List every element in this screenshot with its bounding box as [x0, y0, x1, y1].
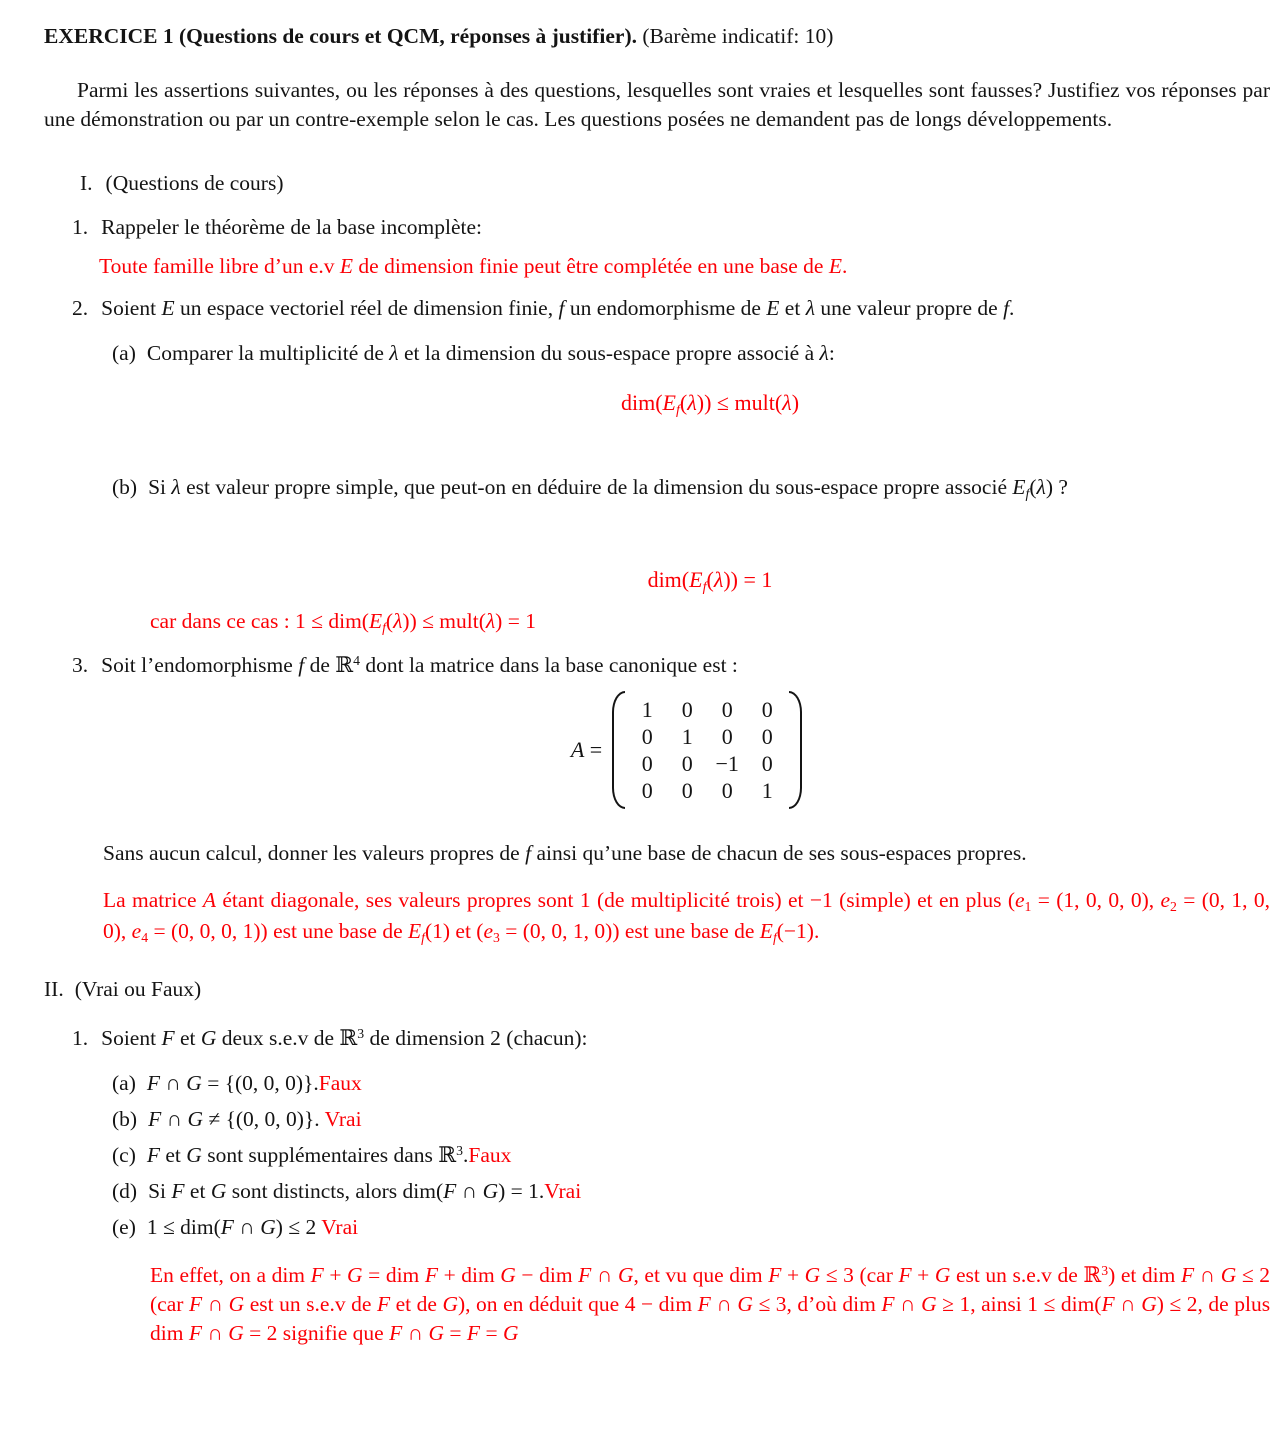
- question-2a: [112, 339, 1270, 367]
- tf-item-a-label: (a): [112, 1071, 136, 1095]
- question-2b: [112, 473, 1270, 501]
- matrix-cell: 0: [641, 751, 653, 776]
- answer-1: Toute famille libre d’un e.v E de dimension finie peut être complétée en une base de E.: [99, 254, 848, 278]
- matrix-cell: 1: [681, 724, 693, 749]
- tf-item-a-text: F ∩ G = {(0, 0, 0)}.Faux: [146, 1071, 362, 1095]
- question-II-1: [72, 1024, 1270, 1052]
- exercise-title: EXERCICE 1 (Questions de cours et QCM, réponses à justifier). (Barème indicatif: 10): [44, 24, 834, 48]
- matrix-lhs: A =: [570, 737, 603, 762]
- question-2a-text: Comparer la multiplicité de λ et la dimension du sous-espace propre associé à λ:: [146, 341, 835, 365]
- question-2a-label: (a): [112, 341, 136, 365]
- question-2: [72, 294, 1270, 322]
- section-2-label: II.: [44, 977, 64, 1001]
- answer-2b-reason: car dans ce cas : 1 ≤ dim(Ef(λ)) ≤ mult(λ) = 1: [150, 609, 536, 636]
- question-3-label: 3.: [72, 653, 89, 677]
- matrix-cell: 0: [721, 697, 733, 722]
- intro-paragraph: Parmi les assertions suivantes, ou les réponses à des questions, lesquelles sont vraies et lesquelles sont fausses? Justifiez vos réponses par une démonstration ou par un contre-exemple selon le cas. Les questions posées ne demandent pas de longs développements.: [44, 78, 1270, 131]
- matrix-cell: 0: [761, 724, 773, 749]
- matrix-cell: 0: [681, 751, 693, 776]
- matrix-grid: [625, 691, 789, 809]
- matrix-equation: [103, 691, 1270, 809]
- question-3-text: Soit l’endomorphisme f de ℝ$^4$ dont la matrice dans la base canonique est :: [101, 653, 738, 677]
- answer-3: La matrice A étant diagonale, ses valeurs propres sont 1 (de multiplicité trois) et −1 (simple) et en plus (e1 = (1, 0, 0, 0), e2 = (0, 1, 0, 0), e4 = (0, 0, 0, 1)) est une base de Ef(1) et (e3 = (0, 0, 1, 0)) est une base de Ef(−1).: [103, 888, 1270, 946]
- tf-item-d: [112, 1180, 1270, 1203]
- matrix-cell: 0: [721, 778, 733, 803]
- question-2b-label: (b): [112, 475, 138, 499]
- tf-item-a: [112, 1072, 1270, 1095]
- question-3: [72, 651, 1270, 679]
- matrix-cell: −1: [715, 751, 739, 776]
- tf-item-b-label: (b): [112, 1107, 138, 1131]
- answer-2a-formula: dim(Ef(λ)) ≤ mult(λ): [620, 390, 800, 419]
- matrix-cell: 0: [761, 697, 773, 722]
- tf-item-c-label: (c): [112, 1143, 136, 1167]
- question-2-label: 2.: [72, 296, 89, 320]
- tf-item-b-text: F ∩ G ≠ {(0, 0, 0)}. Vrai: [148, 1107, 362, 1131]
- answer-2b-formula: dim(Ef(λ)) = 1: [647, 567, 773, 596]
- question-1-label: 1.: [72, 215, 89, 239]
- tf-item-c: [112, 1144, 1270, 1167]
- tf-item-c-text: F et G sont supplémentaires dans ℝ$^3$.Faux: [146, 1143, 512, 1167]
- section-1-title: (Questions de cours): [105, 171, 284, 195]
- tf-item-e-label: (e): [112, 1215, 136, 1239]
- matrix-cell: 1: [641, 697, 653, 722]
- tf-item-d-label: (d): [112, 1179, 138, 1203]
- section-1-heading: [80, 169, 1270, 197]
- matrix-cell: 0: [721, 724, 733, 749]
- question-2b-text: Si λ est valeur propre simple, que peut-on en déduire de la dimension du sous-espace propre associé Ef(λ) ?: [148, 475, 1068, 502]
- tf-item-d-text: Si F et G sont distincts, alors dim(F ∩ G) = 1.Vrai: [148, 1179, 582, 1203]
- question-1-text: Rappeler le théorème de la base incomplète:: [101, 215, 482, 239]
- question-3-followup: Sans aucun calcul, donner les valeurs propres de f ainsi qu’une base de chacun de ses sous-espaces propres.: [103, 841, 1027, 865]
- matrix-cell: 1: [761, 778, 773, 803]
- true-false-list: [112, 1072, 1270, 1239]
- matrix-cell: 0: [761, 751, 773, 776]
- question-1: [72, 213, 1270, 241]
- question-2-text: Soient E un espace vectoriel réel de dimension finie, f un endomorphisme de E et λ une valeur propre de f.: [101, 296, 1015, 320]
- tf-explanation: En effet, on a dim F + G = dim F + dim G − dim F ∩ G, et vu que dim F + G ≤ 3 (car F + G est un s.e.v de ℝ$^3$) et dim F ∩ G ≤ 2 (car F ∩ G est un s.e.v de F et de G), on en déduit que 4 − dim F ∩ G ≤ 3, d’où dim F ∩ G ≥ 1, ainsi 1 ≤ dim(F ∩ G) ≤ 2, de plus dim F ∩ G = 2 signifie que F ∩ G = F = G: [150, 1263, 1271, 1345]
- matrix-right-paren: [789, 691, 802, 809]
- matrix-cell: 0: [681, 697, 693, 722]
- tf-item-e-text: 1 ≤ dim(F ∩ G) ≤ 2 Vrai: [146, 1215, 359, 1239]
- matrix-cell: 0: [641, 724, 653, 749]
- section-2-title: (Vrai ou Faux): [74, 977, 202, 1001]
- matrix-cell: 0: [681, 778, 693, 803]
- question-II-1-label: 1.: [72, 1026, 89, 1050]
- section-1-label: I.: [80, 171, 93, 195]
- matrix-left-paren: [612, 691, 625, 809]
- matrix-cell: 0: [641, 778, 653, 803]
- tf-item-e: [112, 1216, 1270, 1239]
- question-II-1-text: Soient F et G deux s.e.v de ℝ$^3$ de dimension 2 (chacun):: [101, 1026, 588, 1050]
- section-2-heading: [44, 975, 1270, 1003]
- tf-item-b: [112, 1108, 1270, 1131]
